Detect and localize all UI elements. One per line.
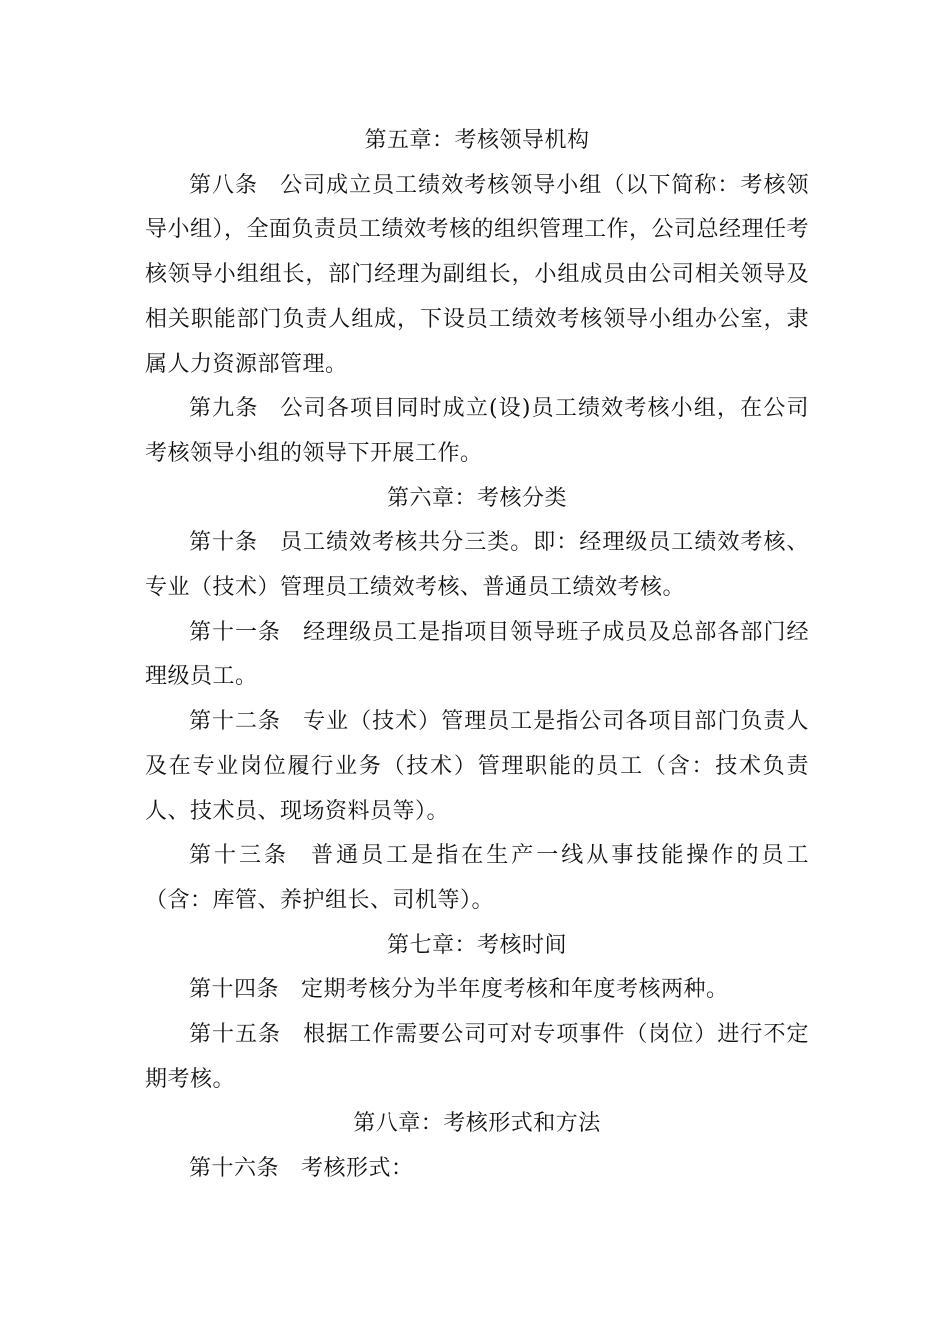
article-9 [145,387,809,476]
article-11 [145,611,809,700]
article-8 [145,164,809,388]
article-13-label: 第十三条 [189,843,290,869]
chapter-7-heading: 第七章：考核时间 [386,932,567,958]
article-9-text: 公司各项目同时成立(设)员工绩效考核小组，在公司考核领导小组的领导下开展工作。 [145,396,809,466]
article-11-label: 第十一条 [189,619,282,645]
article-10 [145,521,809,610]
document-body [145,119,809,1192]
article-15-text: 根据工作需要公司可对专项事件（岗位）进行不定期考核。 [145,1022,809,1092]
article-11-text: 经理级员工是指项目领导班子成员及总部各部门经理级员工。 [145,619,809,690]
chapter-6-heading: 第六章：考核分类 [386,485,567,511]
article-12-label: 第十二条 [189,709,282,735]
article-8-label: 第八条 [189,172,259,198]
article-15-label: 第十五条 [189,1022,282,1048]
article-12-text: 专业（技术）管理员工是指公司各项目部门负责人及在专业岗位履行业务（技术）管理职能的员工（含：技术负责人、技术员、现场资料员等）。 [145,709,809,824]
article-12 [145,700,809,834]
article-8-text: 公司成立员工绩效考核领导小组（以下简称：考核领导小组），全面负责员工绩效考核的组织管理工作，公司总经理任考核领导小组组长，部门经理为副组长，小组成员由公司相关领导及相关职能部门负责人组成，下设员工绩效考核领导小组办公室，隶属人力资源部管理。 [145,172,810,377]
article-13 [145,834,809,923]
article-16-text: 考核形式： [301,1156,414,1182]
article-15 [145,1013,809,1102]
chapter-8-heading: 第八章：考核形式和方法 [353,1111,601,1137]
article-9-label: 第九条 [189,396,259,422]
article-16-label: 第十六条 [189,1156,280,1182]
article-10-text: 员工绩效考核共分三类。即：经理级员工绩效考核、专业（技术）管理员工绩效考核、普通员工绩效考核。 [145,530,809,601]
article-14-text: 定期考核分为半年度考核和年度考核两种。 [301,977,729,1003]
article-13-text: 普通员工是指在生产一线从事技能操作的员工（含：库管、养护组长、司机等）。 [145,843,809,913]
chapter-5-heading: 第五章：考核领导机构 [364,128,590,153]
article-14 [145,968,809,1013]
article-10-label: 第十条 [189,530,259,556]
article-14-label: 第十四条 [189,977,280,1003]
article-16 [145,1147,809,1192]
